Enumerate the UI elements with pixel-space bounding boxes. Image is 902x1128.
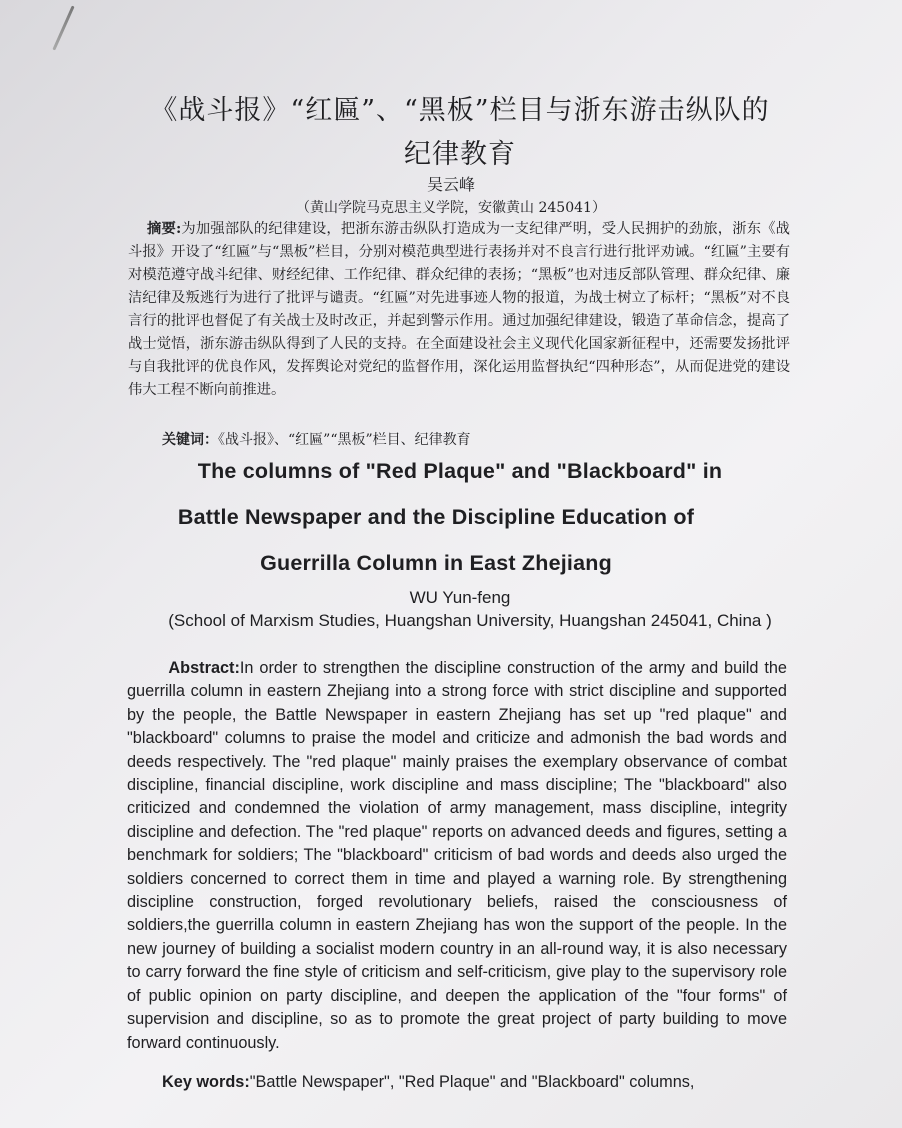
- chinese-abstract-label: 摘要:: [146, 221, 182, 237]
- english-author: WU Yun-feng: [409, 588, 511, 607]
- english-title-line1: The columns of "Red Plaque" and "Blackboard" in: [197, 459, 723, 483]
- chinese-keywords-label: 关键词：: [162, 432, 218, 448]
- english-affiliation: (School of Marxism Studies, Huangshan University, Huangshan 245041, China ): [168, 611, 772, 630]
- chinese-author: 吴云峰: [426, 175, 475, 194]
- chinese-affiliation: （黄山学院马克思主义学院，安徽黄山 245041）: [296, 200, 606, 216]
- english-title-line3: Guerrilla Column in East Zhejiang: [260, 551, 612, 575]
- chinese-keywords-text: 《战斗报》、“红匾”“黑板”栏目、纪律教育: [218, 432, 471, 448]
- english-keywords-text: "Battle Newspaper", "Red Plaque" and "Blackboard" columns,: [249, 1073, 695, 1091]
- english-title-line2: Battle Newspaper and the Discipline Education of: [177, 505, 695, 529]
- pin-mark: [52, 5, 74, 50]
- english-abstract: [127, 657, 787, 1055]
- english-keywords-label: Key words:: [162, 1073, 250, 1091]
- english-abstract-text: In order to strengthen the discipline construction of the army and build the guerrilla column in eastern Zhejiang into a strong force with strict discipline and supported by the people, the Battle Newspaper in eastern Zhejiang has set up "red plaque" and "blackboard" columns to praise the model and criticize and admonish the bad words and deeds respectively. The "red plaque" mainly praises the exemplary observance of combat discipline, financial discipline, work discipline and mass discipline; The "blackboard" also criticized and condemned the violation of army management, mass discipline, integrity discipline and defection. The "red plaque" reports on advanced deeds and figures, setting a benchmark for soldiers; The "blackboard" criticism of bad words and deeds also urged the soldiers concerned to correct them in time and played a warning role. By strengthening discipline construction, forged revolutionary beliefs, raised the consciousness of soldiers,the guerrilla column in eastern Zhejiang has won the support of the people. In the new journey of building a socialist modern country in an all-round way, it is also necessary to carry forward the fine style of criticism and self-criticism, give play to the supervisory role of public opinion on party discipline, and deepen the application of the "four forms" of supervision and discipline, so as to promote the great project of party building to move forward continuously.: [127, 659, 787, 1052]
- chinese-title-line2: 纪律教育: [404, 139, 516, 170]
- english-keywords: [162, 1073, 694, 1092]
- chinese-title-line1: 《战斗报》“红匾”、“黑板”栏目与浙东游击纵队的: [150, 95, 770, 126]
- english-abstract-label: Abstract:: [168, 659, 240, 677]
- chinese-keywords: [162, 429, 471, 449]
- chinese-abstract: [128, 218, 790, 402]
- chinese-abstract-text: 为加强部队的纪律建设，把浙东游击纵队打造成为一支纪律严明，受人民拥护的劲旅，浙东《战斗报》开设了“红匾”与“黑板”栏目，分别对模范典型进行表扬并对不良言行进行批评劝诫。“红匾”主要有对模范遵守战斗纪律、财经纪律、工作纪律、群众纪律的表扬；“黑板”也对违反部队管理、群众纪律、廉洁纪律及叛逃行为进行了批评与谴责。“红匾”对先进事迹人物的报道，为战士树立了标杆；“黑板”对不良言行的批评也督促了有关战士及时改正，并起到警示作用。通过加强纪律建设，锻造了革命信念，提高了战士觉悟，浙东游击纵队得到了人民的支持。在全面建设社会主义现代化国家新征程中，还需要发扬批评与自我批评的优良作风，发挥舆论对党纪的监督作用，深化运用监督执纪“四种形态”，从而促进党的建设伟大工程不断向前推进。: [128, 221, 790, 398]
